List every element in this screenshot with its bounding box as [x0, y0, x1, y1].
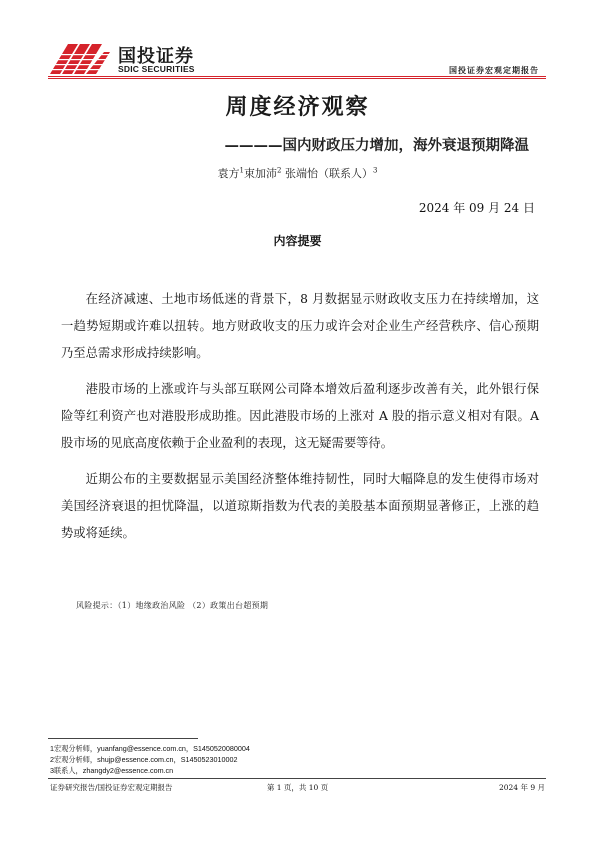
header-divider-thin [48, 78, 546, 79]
logo-stripes-icon [48, 40, 114, 76]
author-line [0, 165, 595, 181]
company-logo [48, 40, 218, 76]
footnote-divider [48, 738, 198, 739]
logo-chinese-name: 国投证券 [118, 46, 194, 67]
author-name: 袁方 [217, 167, 240, 180]
report-date: 2024 年 09 月 24 日 [418, 201, 535, 215]
footer-report-label: 证券研究报告/国投证券宏观定期报告 [50, 783, 173, 792]
summary-body [61, 286, 539, 556]
footer-divider [48, 778, 546, 779]
logo-english-name: SDIC SECURITIES [118, 64, 195, 74]
author-footnote-mark: 2 [277, 166, 282, 175]
footer-date: 2024 年 9 月 [498, 783, 545, 792]
report-type-tag: 国投证券宏观定期报告 [449, 65, 539, 75]
risk-note: 风险提示：（1）地缘政治风险 （2）政策出台超预期 [76, 601, 269, 610]
author-name: 张端怡（联系人） [284, 167, 373, 180]
author-footnote-mark: 3 [372, 166, 378, 175]
report-subtitle: ————国内财政压力增加，海外衰退预期降温 [224, 138, 529, 154]
footnote: 2宏观分析师，shujp@essence.com.cn，S1450523010002 [50, 755, 238, 764]
report-title: 周度经济观察 [225, 95, 370, 120]
footnote: 1宏观分析师，yuanfang@essence.com.cn，S1450520080004 [50, 744, 250, 753]
page-number: 第 1 页，共 10 页 [266, 783, 329, 792]
author-footnote-mark: 1 [239, 166, 245, 175]
summary-paragraph: 港股市场的上涨或许与头部互联网公司降本增效后盈利逐步改善有关，此外银行保险等红利资产也对港股形成助推。因此港股市场的上涨对 A 股的指示意义相对有限。A 股市场的见底高度依赖于企业盈利的表现，这无疑需要等待。 [61, 382, 539, 450]
author-name: 束加沛 [244, 167, 278, 180]
footnote: 3联系人，zhangdy2@essence.com.cn [50, 766, 174, 775]
header-divider [48, 76, 546, 77]
summary-paragraph: 近期公布的主要数据显示美国经济整体维持韧性，同时大幅降息的发生使得市场对美国经济衰退的担忧降温，以道琼斯指数为代表的美股基本面预期显著修正，上涨的趋势或将延续。 [61, 472, 539, 540]
section-heading: 内容提要 [273, 234, 322, 248]
summary-paragraph: 在经济减速、土地市场低迷的背景下，8 月数据显示财政收支压力在持续增加，这一趋势短期或许难以扭转。地方财政收支的压力或许会对企业生产经营秩序、信心预期乃至总需求形成持续影响。 [61, 292, 539, 360]
